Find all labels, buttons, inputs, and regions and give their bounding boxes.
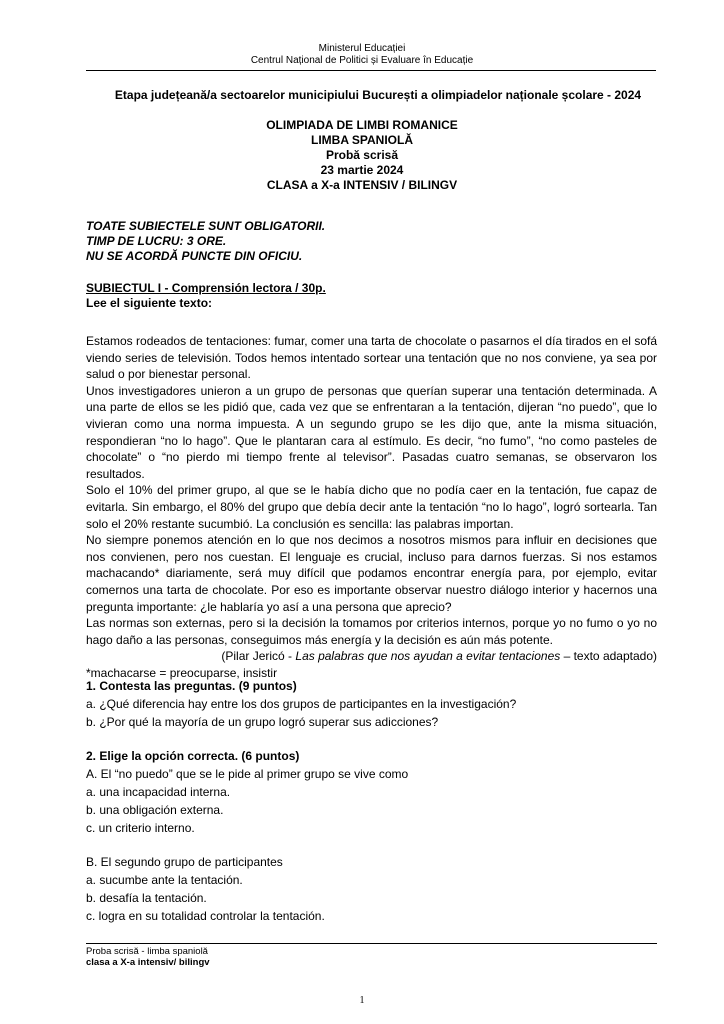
class-level: CLASA a X-a INTENSIV / BILINGV [266,178,458,192]
footer-class: clasa a X-a intensiv/ bilingv [86,957,210,968]
option-item: b. desafía la tentación. [86,891,207,905]
question-1 [86,677,657,731]
language-title: LIMBA SPANIOLĂ [311,133,413,147]
footer-divider [86,943,657,944]
page-number: 1 [359,995,365,1006]
subject-title: SUBIECTUL I - Comprensión lectora / 30p. [86,281,326,295]
part-a-stem: A. El “no puedo” que se le pide al primer grupo se vive como [86,767,409,781]
subject-instruction: Lee el siguiente texto: [86,296,213,310]
reading-paragraph: Solo el 10% del primer grupo, al que se le había dicho que no podía caer en la tentación, fue capaz de evitarla. Sin embargo, el 80% del grupo que debía decir ante la tentación “no lo hago”, logró sortearla. Tan solo el 20% restante sucumbió. La conclusión es sencilla: las palabras importan. [86,483,657,531]
rule-time: TIMP DE LUCRU: 3 ORE. [86,234,227,248]
reading-paragraph: Las normas son externas, pero si la decisión la tomamos por criterios internos, porque yo no fumo o yo no hago daño a las personas, conseguimos más energía y la decisión es aún más potente. [86,616,657,647]
header-divider [86,70,656,71]
exam-date: 23 martie 2024 [320,163,404,177]
option-item: c. un criterio interno. [86,821,195,835]
question-2-heading: 2. Elige la opción correcta. (6 puntos) [86,749,300,763]
option-item: b. una obligación externa. [86,803,224,817]
page-footer [86,946,210,968]
option-item: c. logra en su totalidad controlar la tentación. [86,909,325,923]
question-1-heading: 1. Contesta las preguntas. (9 puntos) [86,679,297,693]
test-type: Probă scrisă [325,148,399,162]
question-item: a. ¿Qué diferencia hay entre los dos grupos de participantes en la investigación? [86,697,517,711]
part-b-stem: B. El segundo grupo de participantes [86,855,283,869]
subject-header [86,281,326,311]
olympiad-title: OLIMPIADA DE LIMBI ROMANICE [266,118,458,132]
footnote: *machacarse = preocuparse, insistir [86,665,278,680]
exam-rules [86,219,325,264]
ministry-header [0,43,724,67]
question-2 [86,747,657,925]
source-note: – texto adaptado) [560,649,657,664]
center-name: Centrul Național de Politici și Evaluare în Educație [250,55,474,66]
ministry-name: Ministerul Educației [318,43,406,54]
text-source [86,648,657,665]
exam-titles [0,118,724,193]
option-item: a. sucumbe ante la tentación. [86,873,243,887]
rule-points: NU SE ACORDĂ PUNCTE DIN OFICIU. [86,249,303,263]
source-author: (Pilar Jericó - [221,649,296,664]
rule-mandatory: TOATE SUBIECTELE SUNT OBLIGATORII. [86,219,326,233]
source-title: Las palabras que nos ayudan a evitar tentaciones [295,649,561,664]
contest-stage: Etapa județeană/a sectoarelor municipiului București a olimpiadelor naționale școlare - 2024 [114,88,642,102]
reading-paragraph: No siempre ponemos atención en lo que nos decimos a nosotros mismos para influir en decisiones que nos convienen, pero nos cuestan. El lenguaje es crucial, incluso para darnos fuerzas. Si nos estamos machacando* diariamente, será muy difícil que podamos encontrar energía para, por ejemplo, evitar comernos una tarta de chocolate. Por eso es importante observar nuestro diálogo interior y hacernos una pregunta importante: ¿le hablaría yo así a una persona que aprecio? [86,533,657,614]
spacer [86,837,657,853]
reading-paragraph: Unos investigadores unieron a un grupo de personas que querían superar una tentación determinada. A una parte de ellos se les pidió que, cada vez que se enfrentaran a la tentación, dijeran “no puedo”, que lo vivieran como una norma impuesta. A un segundo grupo se les dijo que, ante la misma situación, respondieran “no lo hago”. Que le plantaran cara al estímulo. Es decir, “no fumo”, “no como pasteles de chocolate” o “no pierdo mi tiempo frente al televisor”. Pasadas cuatro semanas, se observaron los resultados. [86,383,657,481]
question-item: b. ¿Por qué la mayoría de un grupo logró superar sus adicciones? [86,715,439,729]
reading-text [86,333,657,681]
footer-test: Proba scrisă - limba spaniolă [86,946,208,957]
option-item: a. una incapacidad interna. [86,785,231,799]
reading-paragraph: Estamos rodeados de tentaciones: fumar, comer una tarta de chocolate o pasarnos el día tirados en el sofá viendo series de televisión. Todos hemos intentado sortear una tentación que no nos conviene, ya sea por salud o por bienestar personal. [86,334,657,382]
